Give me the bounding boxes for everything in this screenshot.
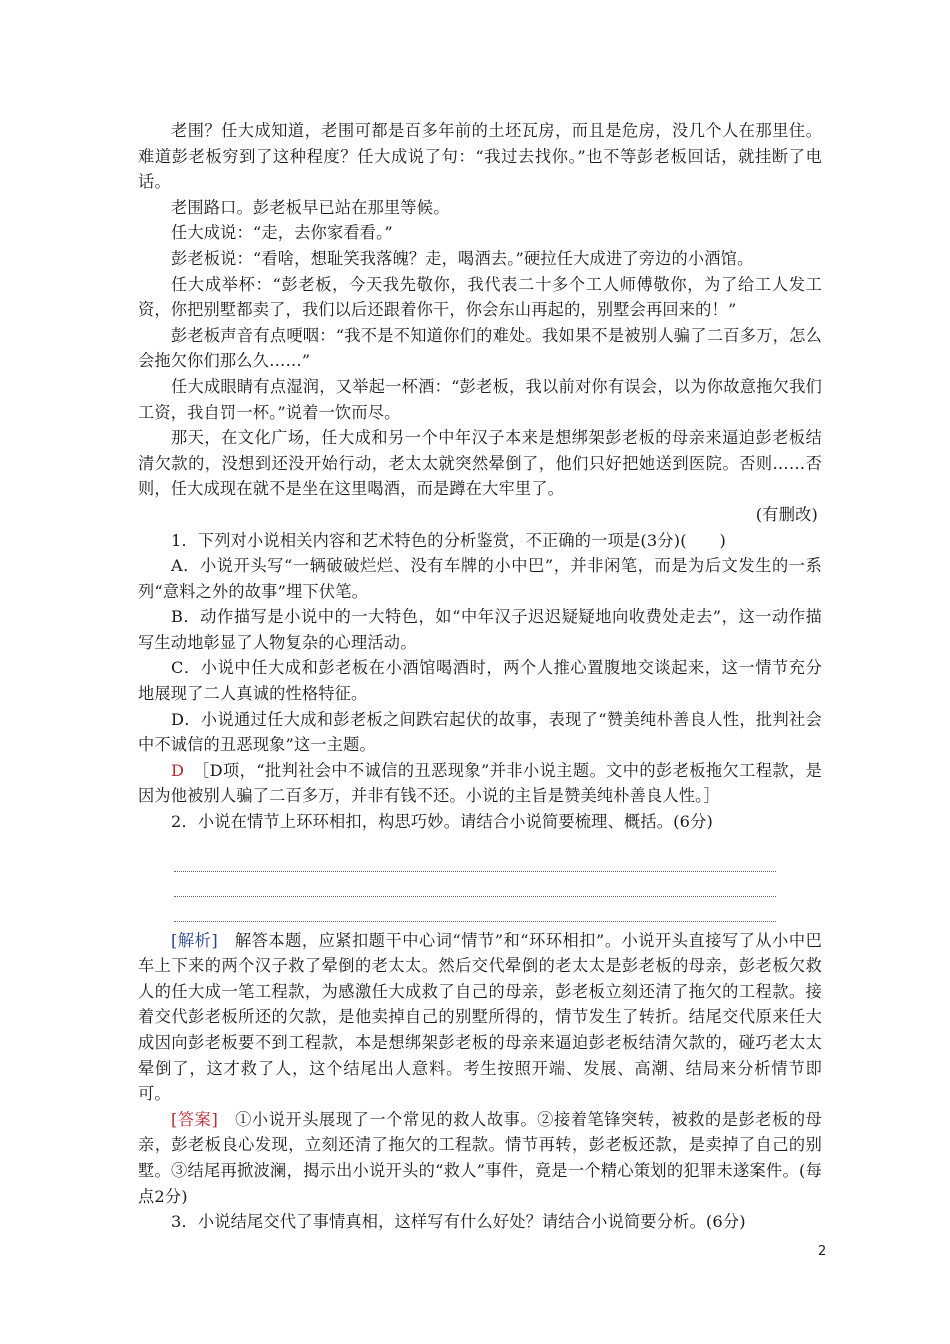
answer-line	[174, 847, 776, 872]
analysis-text: 解答本题，应紧扣题干中心词“情节”和“环环相扣”。小说开头直接写了从小中巴车上下来的两个汉子救了晕倒的老太太。然后交代晕倒的老太太是彭老板的母亲，彭老板欠救人的任大成一笔工程款，为感激任大成救了自己的母亲，彭老板立刻还清了拖欠的工程款。接着交代彭老板所还的欠款，是他卖掉自己的别墅所得的，情节发生了转折。结尾交代原来任大成因向彭老板要不到工程款，本是想绑架彭老板的母亲来逼迫彭老板结清欠款的，碰巧老太太晕倒了，这才救了人，这个结尾出人意料。考生按照开端、发展、高潮、结局来分析情节即可。	[138, 930, 822, 1104]
question-3-stem: 3．小说结尾交代了事情真相，这样写有什么好处？请结合小说简要分析。(6分)	[171, 1212, 746, 1232]
answer-explanation: ［D项，“批判社会中不诚信的丑恶现象”并非小说主题。文中的彭老板拖欠工程款，是因为他被别人骗了二百多万，并非有钱不还。小说的主旨是赞美纯朴善良人性。］	[138, 760, 822, 806]
story-paragraph-6: 彭老板声音有点哽咽：“我不是不知道你们的难处。我如果不是被别人骗了二百多万，怎么会拖欠你们那么久……”	[138, 325, 822, 371]
question-1-option-a: A．小说开头写“一辆破破烂烂、没有车牌的小中巴”，并非闲笔，而是为后文发生的一系列“意料之外的故事”埋下伏笔。	[138, 556, 822, 601]
question-2-stem: 2．小说在情节上环环相扣，构思巧妙。请结合小说简要梳理、概括。(6分)	[171, 812, 714, 832]
answer-text: ①小说开头展现了一个常见的救人故事。②接着笔锋突转，被救的是彭老板的母亲，彭老板良心发现，立刻还清了拖欠的工程款。情节再转，彭老板还款，是卖掉了自己的别墅。③结尾再掀波澜，揭示出小说开头的“救人”事件，竟是一个精心策划的犯罪未遂案件。(每点2分)	[138, 1109, 822, 1206]
answer-line	[174, 897, 776, 922]
story-paragraph-1: 老围？任大成知道，老围可都是百多年前的土坯瓦房，而且是危房，没几个人在那里住。难道彭老板穷到了这种程度？任大成说了句：“我过去找你。”也不等彭老板回话，就挂断了电话。	[138, 121, 822, 192]
question-1-option-c: C．小说中任大成和彭老板在小酒馆喝酒时，两个人推心置腹地交谈起来，这一情节充分地展现了二人真诚的性格特征。	[138, 658, 822, 704]
question-1-option-d: D．小说通过任大成和彭老板之间跌宕起伏的故事，表现了“赞美纯朴善良人性，批判社会中不诚信的丑恶现象”这一主题。	[138, 709, 822, 755]
document-body	[138, 118, 822, 1235]
page-number: 2	[818, 1244, 827, 1259]
answer-line	[174, 872, 776, 897]
analysis-tag: [解析]	[171, 930, 218, 950]
answer-writing-lines	[174, 847, 776, 922]
answer-letter: D	[171, 760, 185, 780]
story-paragraph-2: 老围路口。彭老板早已站在那里等候。	[171, 197, 450, 217]
story-paragraph-8: 那天，在文化广场，任大成和另一个中年汉子本来是想绑架彭老板的母亲来逼迫彭老板结清欠款的，没想到还没开始行动，老太太就突然晕倒了，他们只好把她送到医院。否则……否则，任大成现在就不是坐在这里喝酒，而是蹲在大牢里了。	[138, 428, 822, 499]
story-paragraph-5: 任大成举杯：“彭老板，今天我先敬你，我代表二十多个工人师傅敬你，为了给工人发工资，你把别墅都卖了，我们以后还跟着你干，你会东山再起的，别墅会再回来的！”	[138, 274, 822, 320]
source-note: (有删改)	[755, 504, 818, 524]
question-1-option-b: B．动作描写是小说中的一大特色，如“中年汉子迟迟疑疑地向收费处走去”，这一动作描写生动地彰显了人物复杂的心理活动。	[138, 607, 822, 652]
story-paragraph-4: 彭老板说：“看啥，想耻笑我落魄？走，喝酒去。”硬拉任大成进了旁边的小酒馆。	[171, 248, 754, 268]
question-1-stem: 1．下列对小说相关内容和艺术特色的分析鉴赏，不正确的一项是(3分)( )	[171, 530, 727, 550]
question-2-answer	[138, 1107, 822, 1209]
story-paragraph-3: 任大成说：“走，去你家看看。”	[171, 223, 393, 243]
story-paragraph-7: 任大成眼睛有点湿润，又举起一杯酒：“彭老板，我以前对你有误会，以为你故意拖欠我们工资，我自罚一杯。”说着一饮而尽。	[138, 376, 822, 422]
answer-tag: [答案]	[171, 1109, 218, 1129]
question-2-analysis	[138, 928, 822, 1107]
question-1-answer	[138, 758, 822, 809]
